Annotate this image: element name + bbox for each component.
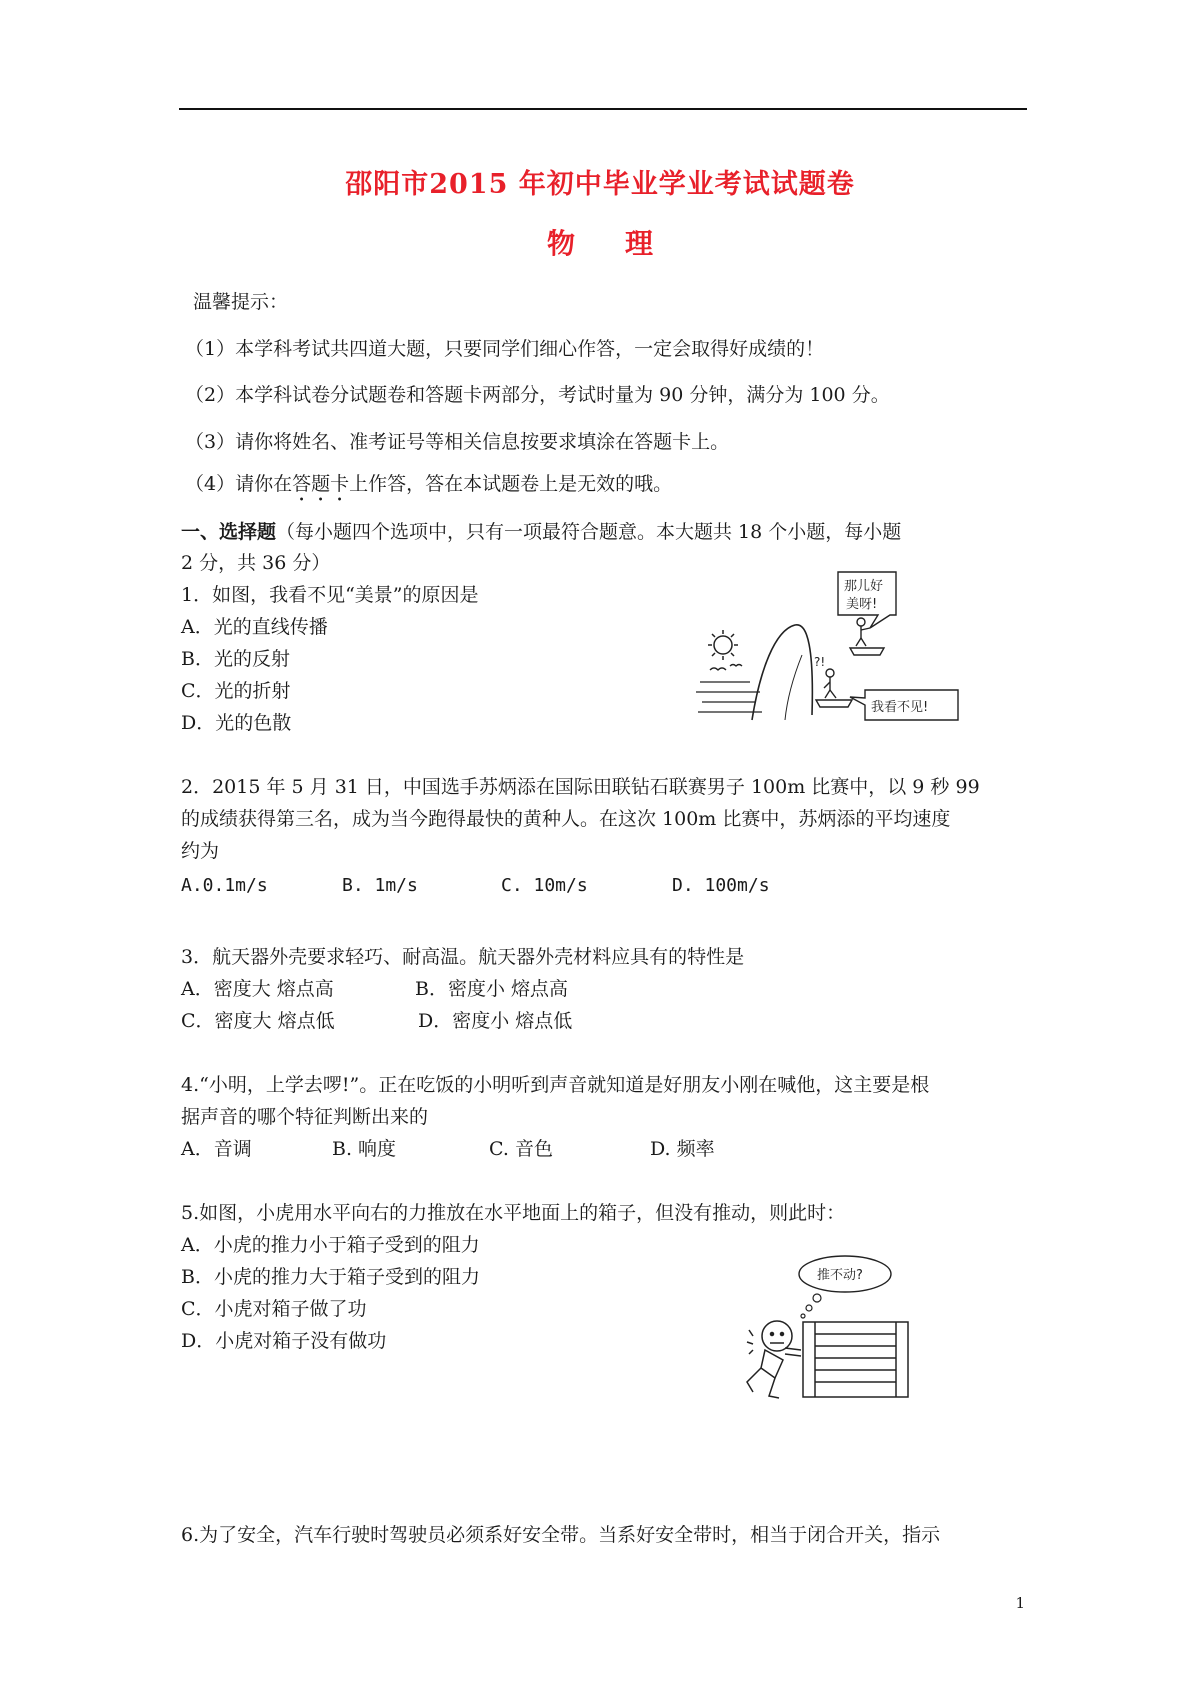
q5-option-c: C．小虎对箱子做了功 [181, 1298, 367, 1320]
q5-bubble-text: 推不动? [817, 1268, 863, 1283]
q1-option-c: C．光的折射 [181, 680, 291, 702]
section1-heading: 一、选择题 [181, 521, 277, 543]
q1-option-d: D．光的色散 [181, 712, 292, 734]
q6-line: 6.为了安全，汽车行驶时驾驶员必须系好安全带。当系好安全带时，相当于闭合开关，指示 [181, 1524, 941, 1546]
q1-option-b: B．光的反射 [181, 648, 290, 670]
q4-line-1: 4.“小明，上学去啰!”。正在吃饭的小明听到声音就知道是好朋友小刚在喊他，这主要是根 [181, 1074, 930, 1096]
tip-4 [185, 469, 672, 506]
section1-desc-2: 2 分，共 36 分） [181, 552, 331, 574]
subject-title: 物理 [546, 227, 703, 260]
q5-figure [725, 1250, 925, 1410]
tip-4-suffix: 上作答，答在本试题卷上是无效的哦。 [349, 473, 673, 495]
top-rule [179, 108, 1027, 110]
section1-heading-line [181, 517, 901, 544]
section1-desc-1: （每小题四个选项中，只有一项最符合题意。本大题共 18 个小题，每小题 [276, 521, 902, 543]
q5-option-a: A．小虎的推力小于箱子受到的阻力 [181, 1234, 480, 1256]
q2-line-1: 2．2015 年 5 月 31 日，中国选手苏炳添在国际田联钻石联赛男子 100m 比赛中，以 9 秒 99 [181, 776, 980, 798]
crate-icon [803, 1322, 908, 1397]
q4-line-2: 据声音的哪个特征判断出来的 [181, 1106, 429, 1128]
tip-4-prefix: （4）请你在 [185, 473, 293, 495]
q4-option-d: D. 频率 [650, 1138, 715, 1160]
q2-option-a: A.0.1m/s [181, 875, 268, 896]
q2-option-c: C. 10m/s [501, 875, 588, 896]
q2-line-2: 的成绩获得第三名，成为当今跑得最快的黄种人。在这次 100m 比赛中，苏炳添的平均速度 [181, 808, 951, 830]
exam-title: 邵阳市2015 年初中毕业学业考试试题卷 [345, 169, 855, 200]
q4-option-c: C. 音色 [489, 1138, 553, 1160]
q5-stem: 5.如图，小虎用水平向右的力推放在水平地面上的箱子，但没有推动，则此时： [181, 1202, 846, 1224]
tips-heading: 温馨提示： [193, 291, 289, 313]
q2-line-3: 约为 [181, 840, 220, 862]
q3-option-d: D．密度小 熔点低 [418, 1010, 573, 1032]
boy-icon [747, 1321, 801, 1398]
q2-option-b: B. 1m/s [342, 875, 418, 896]
q5-option-d: D．小虎对箱子没有做功 [181, 1330, 387, 1352]
upper-person-icon [850, 618, 884, 655]
tip-1: （1）本学科考试共四道大题，只要同学们细心作答，一定会取得好成绩的！ [185, 338, 825, 360]
tip-4-emphasis: 答题卡 [292, 473, 350, 495]
tip-3: （3）请你将姓名、准考证号等相关信息按要求填涂在答题卡上。 [185, 431, 730, 453]
mountain-icon [752, 625, 812, 720]
q3-stem: 3．航天器外壳要求轻巧、耐高温。航天器外壳材料应具有的特性是 [181, 946, 745, 968]
q4-option-a: A．音调 [181, 1138, 252, 1160]
q1-stem: 1．如图，我看不见“美景”的原因是 [181, 584, 479, 606]
tip-2: （2）本学科试卷分试题卷和答题卡两部分，考试时量为 90 分钟，满分为 100 分。 [185, 384, 890, 406]
q2-option-d: D. 100m/s [672, 875, 770, 896]
q1-bubble-bottom: 我看不见! [871, 700, 929, 715]
q4-option-b: B. 响度 [332, 1138, 397, 1160]
q5-option-b: B．小虎的推力大于箱子受到的阻力 [181, 1266, 480, 1288]
q3-option-a: A．密度大 熔点高 [181, 978, 334, 1000]
q1-figure [690, 570, 960, 735]
lower-person-icon [816, 669, 852, 707]
q1-bubble-top-line2: 美呀! [846, 597, 878, 612]
q1-option-a: A．光的直线传播 [181, 616, 328, 638]
q3-option-b: B．密度小 熔点高 [415, 978, 569, 1000]
page-number: 1 [1015, 1594, 1025, 1612]
q1-mark: ?! [814, 655, 826, 669]
q3-option-c: C．密度大 熔点低 [181, 1010, 335, 1032]
q1-bubble-top-line1: 那儿好 [844, 579, 884, 594]
sun-icon [708, 630, 738, 660]
birds-icon [710, 665, 742, 671]
water-lines [696, 682, 762, 712]
